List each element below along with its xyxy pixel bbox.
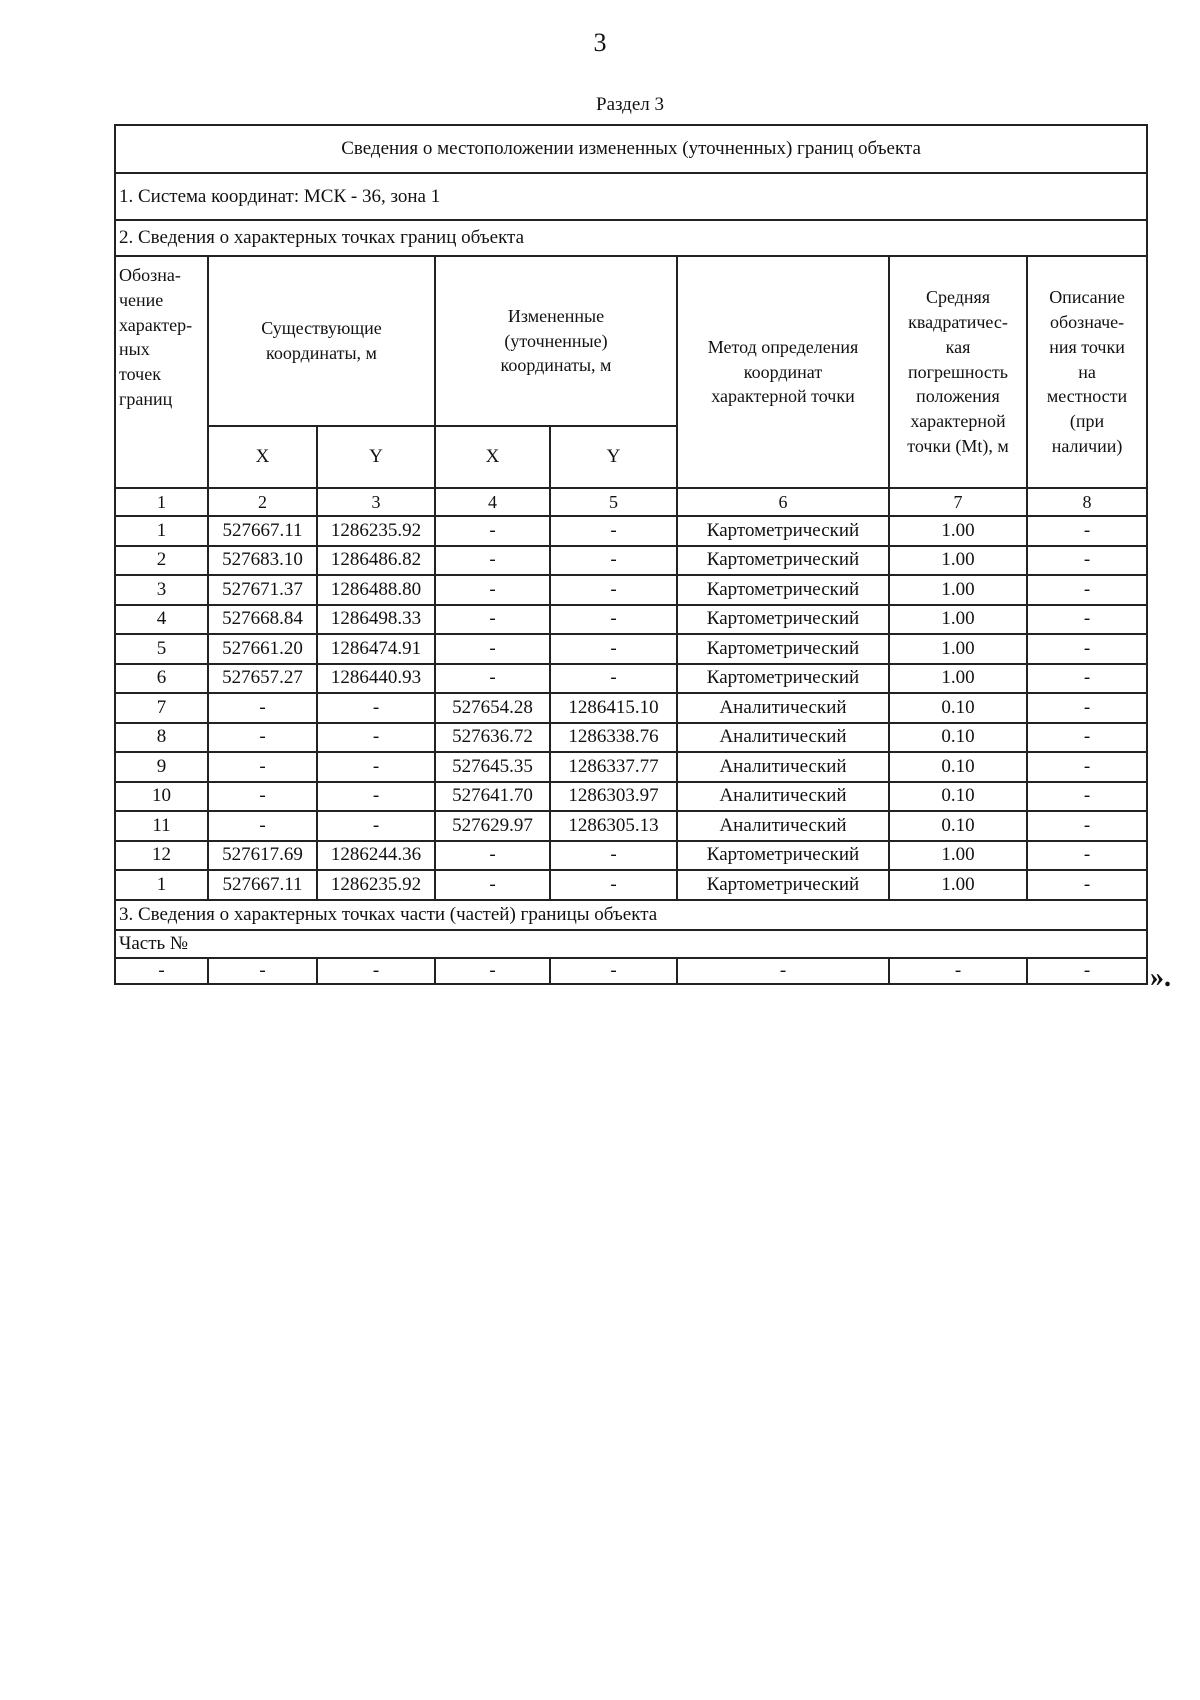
table-row bbox=[115, 664, 1147, 694]
table-cell: 527667.11 bbox=[208, 870, 317, 900]
table-cell: 6 bbox=[115, 664, 208, 694]
table-cell: - bbox=[208, 811, 317, 841]
table-cell: - bbox=[317, 693, 435, 723]
table-cell: Картометрический bbox=[677, 516, 889, 546]
table-cell: 0.10 bbox=[889, 723, 1027, 753]
table-cell: 0.10 bbox=[889, 782, 1027, 812]
table-cell: - bbox=[1027, 664, 1147, 694]
table-cell: 527657.27 bbox=[208, 664, 317, 694]
table-cell: - bbox=[435, 958, 550, 984]
closing-quote-mark: ». bbox=[1150, 962, 1171, 993]
table-cell: Картометрический bbox=[677, 841, 889, 871]
header-existing-coordinates: Существующие координаты, м bbox=[208, 256, 435, 426]
table-cell: 1.00 bbox=[889, 634, 1027, 664]
table-row bbox=[115, 752, 1147, 782]
boundary-coordinates-table bbox=[114, 124, 1148, 985]
table-cell: 1286415.10 bbox=[550, 693, 677, 723]
section-title: Раздел 3 bbox=[596, 94, 664, 115]
table-row bbox=[115, 546, 1147, 576]
table-cell: Картометрический bbox=[677, 870, 889, 900]
table-cell: 1.00 bbox=[889, 516, 1027, 546]
table-cell: 1286337.77 bbox=[550, 752, 677, 782]
header-existing-y: Y bbox=[317, 426, 435, 488]
table-cell: - bbox=[317, 811, 435, 841]
table-cell: - bbox=[1027, 575, 1147, 605]
table-cell: - bbox=[435, 870, 550, 900]
table-cell: 527683.10 bbox=[208, 546, 317, 576]
table-cell: 527661.20 bbox=[208, 634, 317, 664]
table-cell: - bbox=[550, 958, 677, 984]
table-cell: 1286440.93 bbox=[317, 664, 435, 694]
table-cell: - bbox=[1027, 811, 1147, 841]
table-cell: 0.10 bbox=[889, 693, 1027, 723]
table-cell: Картометрический bbox=[677, 634, 889, 664]
table-cell: - bbox=[208, 723, 317, 753]
table-cell: 527667.11 bbox=[208, 516, 317, 546]
page-number: 3 bbox=[593, 28, 607, 57]
table-cell: - bbox=[317, 723, 435, 753]
table-cell: 1286305.13 bbox=[550, 811, 677, 841]
table-cell: Картометрический bbox=[677, 546, 889, 576]
table-cell: - bbox=[1027, 516, 1147, 546]
table-cell: 527629.97 bbox=[435, 811, 550, 841]
column-number: 2 bbox=[208, 488, 317, 516]
table-row bbox=[115, 516, 1147, 546]
table-cell: 1.00 bbox=[889, 605, 1027, 635]
table-cell: Аналитический bbox=[677, 752, 889, 782]
table-cell: - bbox=[435, 516, 550, 546]
points-heading: 2. Сведения о характерных точках границ объекта bbox=[115, 220, 1147, 256]
header-description: Описание обозначе- ния точки на местности (при наличии) bbox=[1027, 256, 1147, 488]
column-number: 8 bbox=[1027, 488, 1147, 516]
table-row bbox=[115, 782, 1147, 812]
table-row bbox=[115, 605, 1147, 635]
table-cell: 0.10 bbox=[889, 811, 1027, 841]
table-cell: 8 bbox=[115, 723, 208, 753]
table-cell: 527654.28 bbox=[435, 693, 550, 723]
coordinate-system: 1. Система координат: МСК - 36, зона 1 bbox=[115, 173, 1147, 220]
table-cell: - bbox=[1027, 634, 1147, 664]
table-cell: 1.00 bbox=[889, 546, 1027, 576]
table-cell: 1286486.82 bbox=[317, 546, 435, 576]
table-cell: 2 bbox=[115, 546, 208, 576]
table-cell: Картометрический bbox=[677, 605, 889, 635]
table-cell: - bbox=[435, 546, 550, 576]
table-cell: - bbox=[550, 841, 677, 871]
table-cell: - bbox=[1027, 958, 1147, 984]
table-cell: 527636.72 bbox=[435, 723, 550, 753]
column-number: 7 bbox=[889, 488, 1027, 516]
table-title: Сведения о местоположении измененных (уточненных) границ объекта bbox=[115, 125, 1147, 173]
table-cell: - bbox=[435, 841, 550, 871]
column-number: 1 bbox=[115, 488, 208, 516]
part-heading: 3. Сведения о характерных точках части (частей) границы объекта bbox=[115, 900, 1147, 930]
table-cell: 1286488.80 bbox=[317, 575, 435, 605]
table-cell: - bbox=[115, 958, 208, 984]
table-cell: 9 bbox=[115, 752, 208, 782]
part-table-row bbox=[115, 958, 1147, 984]
table-cell: 1.00 bbox=[889, 870, 1027, 900]
table-cell: - bbox=[1027, 605, 1147, 635]
table-cell: 12 bbox=[115, 841, 208, 871]
table-cell: - bbox=[1027, 752, 1147, 782]
header-error: Средняя квадратичес- кая погрешность положения характерной точки (Mt), м bbox=[889, 256, 1027, 488]
table-cell: 1286235.92 bbox=[317, 516, 435, 546]
table-cell: 0.10 bbox=[889, 752, 1027, 782]
table-cell: - bbox=[550, 664, 677, 694]
table-cell: 1286338.76 bbox=[550, 723, 677, 753]
header-point-designation: Обозна- чение характер- ных точек границ bbox=[115, 256, 208, 488]
table-cell: - bbox=[435, 634, 550, 664]
table-cell: - bbox=[317, 752, 435, 782]
table-cell: 1.00 bbox=[889, 575, 1027, 605]
table-row bbox=[115, 634, 1147, 664]
table-cell: - bbox=[550, 605, 677, 635]
table-cell: 1286498.33 bbox=[317, 605, 435, 635]
table-cell: - bbox=[1027, 546, 1147, 576]
table-cell: 7 bbox=[115, 693, 208, 723]
table-cell: - bbox=[435, 575, 550, 605]
table-cell: 527617.69 bbox=[208, 841, 317, 871]
table-cell: 3 bbox=[115, 575, 208, 605]
table-cell: 527671.37 bbox=[208, 575, 317, 605]
header-existing-x: X bbox=[208, 426, 317, 488]
table-row bbox=[115, 575, 1147, 605]
table-cell: 1.00 bbox=[889, 664, 1027, 694]
table-cell: 527641.70 bbox=[435, 782, 550, 812]
table-cell: - bbox=[208, 782, 317, 812]
column-number: 3 bbox=[317, 488, 435, 516]
table-row bbox=[115, 811, 1147, 841]
table-cell: - bbox=[550, 634, 677, 664]
column-number: 5 bbox=[550, 488, 677, 516]
table-cell: Аналитический bbox=[677, 693, 889, 723]
table-row bbox=[115, 723, 1147, 753]
table-cell: - bbox=[550, 870, 677, 900]
header-method: Метод определения координат характерной точки bbox=[677, 256, 889, 488]
table-cell: 1 bbox=[115, 516, 208, 546]
part-number-label: Часть № bbox=[115, 930, 1147, 958]
table-cell: - bbox=[317, 958, 435, 984]
table-row bbox=[115, 870, 1147, 900]
table-cell: 1.00 bbox=[889, 841, 1027, 871]
header-changed-x: X bbox=[435, 426, 550, 488]
column-number-row bbox=[115, 488, 1147, 516]
table-cell: 1286235.92 bbox=[317, 870, 435, 900]
table-cell: - bbox=[889, 958, 1027, 984]
table-cell: 1286474.91 bbox=[317, 634, 435, 664]
column-number: 4 bbox=[435, 488, 550, 516]
header-changed-coordinates: Измененные (уточненные) координаты, м bbox=[435, 256, 677, 426]
table-cell: Аналитический bbox=[677, 811, 889, 841]
table-cell: 527668.84 bbox=[208, 605, 317, 635]
table-cell: - bbox=[550, 575, 677, 605]
table-cell: - bbox=[1027, 870, 1147, 900]
table-cell: - bbox=[550, 546, 677, 576]
table-cell: - bbox=[208, 693, 317, 723]
column-number: 6 bbox=[677, 488, 889, 516]
table-cell: Картометрический bbox=[677, 575, 889, 605]
header-changed-y: Y bbox=[550, 426, 677, 488]
table-cell: 4 bbox=[115, 605, 208, 635]
table-cell: - bbox=[1027, 841, 1147, 871]
table-cell: - bbox=[317, 782, 435, 812]
table-cell: - bbox=[208, 958, 317, 984]
table-cell: Аналитический bbox=[677, 723, 889, 753]
table-cell: - bbox=[435, 664, 550, 694]
table-cell: 1 bbox=[115, 870, 208, 900]
table-cell: Картометрический bbox=[677, 664, 889, 694]
table-cell: - bbox=[550, 516, 677, 546]
table-cell: Аналитический bbox=[677, 782, 889, 812]
table-cell: 527645.35 bbox=[435, 752, 550, 782]
table-cell: - bbox=[1027, 693, 1147, 723]
table-cell: 10 bbox=[115, 782, 208, 812]
table-cell: - bbox=[435, 605, 550, 635]
table-cell: - bbox=[208, 752, 317, 782]
table-cell: - bbox=[1027, 723, 1147, 753]
table-cell: 5 bbox=[115, 634, 208, 664]
table-cell: 1286303.97 bbox=[550, 782, 677, 812]
table-row bbox=[115, 693, 1147, 723]
table-row bbox=[115, 841, 1147, 871]
table-cell: 1286244.36 bbox=[317, 841, 435, 871]
table-cell: - bbox=[677, 958, 889, 984]
table-cell: - bbox=[1027, 782, 1147, 812]
table-cell: 11 bbox=[115, 811, 208, 841]
